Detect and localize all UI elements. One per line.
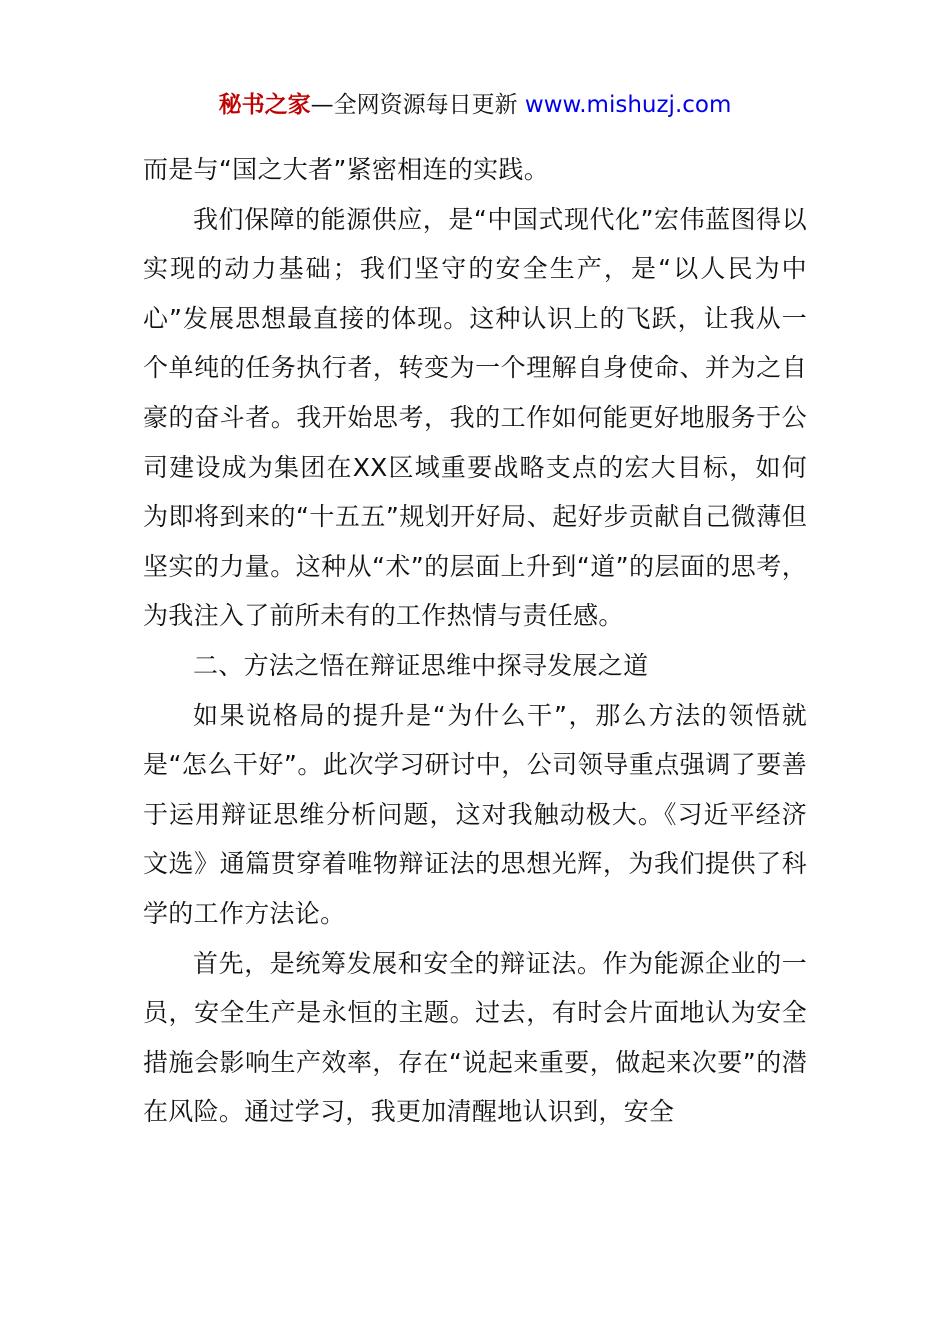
- section-heading-method: 二、方法之悟在辩证思维中探寻发展之道: [193, 650, 649, 680]
- document-body: [143, 145, 807, 1137]
- site-brand: 秘书之家: [218, 92, 311, 118]
- paragraph-development-security: 首先，是统筹发展和安全的辩证法。作为能源企业的一员，安全生产是永恒的主题。过去，有时会片面地认为安全措施会影响生产效率，存在“说起来重要，做起来次要”的潜在风险。通过学习，我更加清醒地认识到，安全: [143, 948, 807, 1127]
- site-url-link[interactable]: www.mishuzj.com: [524, 92, 732, 118]
- paragraph-dialectical-thinking: 如果说格局的提升是“为什么干”，那么方法的领悟就是“怎么干好”。此次学习研讨中，公司领导重点强调了要善于运用辩证思维分析问题，这对我触动极大。《习近平经济文选》通篇贯穿着唯物辩证法的思想光辉，为我们提供了科学的工作方法论。: [143, 700, 807, 928]
- paragraph-energy-mission: 我们保障的能源供应，是“中国式现代化”宏伟蓝图得以实现的动力基础；我们坚守的安全生产，是“以人民为中心”发展思想最直接的体现。这种认识上的飞跃，让我从一个单纯的任务执行者，转变为一个理解自身使命、并为之自豪的奋斗者。我开始思考，我的工作如何能更好地服务于公司建设成为集团在XX区域重要战略支点的宏大目标，如何为即将到来的“十五五”规划开好局、起好步贡献自己微薄但坚实的力量。这种从“术”的层面上升到“道”的层面的思考，为我注入了前所未有的工作热情与责任感。: [143, 204, 807, 631]
- site-tagline: —全网资源每日更新: [310, 92, 525, 118]
- page-header: [0, 88, 950, 122]
- paragraph-continuation: 而是与“国之大者”紧密相连的实践。: [143, 155, 550, 184]
